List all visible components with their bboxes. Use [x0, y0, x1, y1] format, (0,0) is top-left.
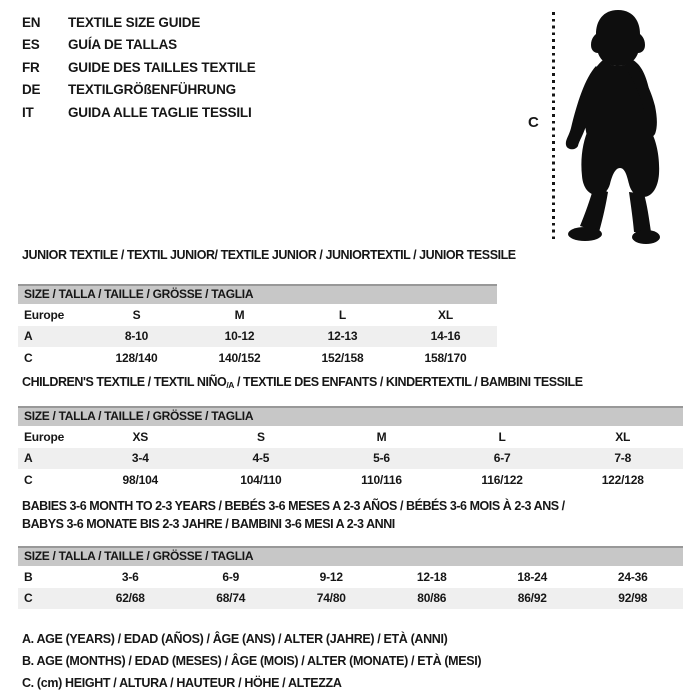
junior-table-title: JUNIOR TEXTILE / TEXTIL JUNIOR/ TEXTILE JUNIOR / JUNIORTEXTIL / JUNIOR TESSILE	[22, 248, 516, 262]
cell: 3-4	[131, 451, 149, 466]
lang-code: DE	[22, 82, 41, 98]
cell: XS	[132, 429, 149, 444]
table-row	[18, 304, 497, 326]
row-label: A	[24, 451, 33, 466]
height-measure-label: C	[528, 114, 539, 131]
row-label: Europe	[24, 429, 65, 444]
cell: XL	[615, 429, 631, 444]
table-row	[18, 448, 683, 470]
cell: 158/170	[424, 350, 467, 365]
cell: 9-12	[319, 569, 343, 584]
footnote-b: B. AGE (MONTHS) / EDAD (MESES) / ÂGE (MOIS) / ALTER (MONATE) / ETÀ (MESI)	[22, 654, 482, 668]
cell: 7-8	[614, 451, 632, 466]
cell: 74/80	[316, 591, 346, 606]
cell: 62/68	[115, 591, 145, 606]
lang-label: GUÍA DE TALLAS	[68, 37, 177, 53]
cell: 4-5	[252, 451, 270, 466]
lang-label: TEXTILGRÖßENFÜHRUNG	[68, 82, 236, 98]
babies-table-title	[22, 498, 565, 533]
cell: 3-6	[121, 569, 139, 584]
cell: L	[338, 307, 347, 322]
baby-silhouette-icon	[563, 8, 663, 245]
table-row	[18, 566, 683, 588]
size-header-bar: SIZE / TALLA / TAILLE / GRÖSSE / TAGLIA	[18, 284, 497, 304]
row-label: A	[24, 329, 33, 344]
babies-table	[18, 546, 683, 609]
lang-code: FR	[22, 59, 40, 75]
footnotes	[22, 628, 481, 694]
cell: 5-6	[373, 451, 390, 466]
table-row	[18, 326, 497, 348]
cell: 24-36	[617, 569, 648, 584]
title-subscript: /A	[226, 380, 234, 390]
row-label: C	[24, 591, 33, 606]
table-row	[18, 469, 683, 491]
cell: 12-18	[416, 569, 447, 584]
lang-row-es	[22, 34, 256, 56]
lang-label: GUIDA ALLE TAGLIE TESSILI	[68, 104, 252, 120]
cell: 14-16	[430, 329, 461, 344]
cell: 152/158	[321, 350, 364, 365]
row-label: B	[24, 569, 33, 584]
cell: 6-9	[222, 569, 240, 584]
cell: L	[498, 429, 506, 444]
lang-row-fr	[22, 57, 256, 79]
size-header-bar: SIZE / TALLA / TAILLE / GRÖSSE / TAGLIA	[18, 406, 683, 426]
table-row	[18, 588, 683, 610]
cell: 18-24	[517, 569, 548, 584]
cell: 10-12	[224, 329, 255, 344]
cell: 140/152	[218, 350, 261, 365]
cell: 12-13	[327, 329, 358, 344]
table-row	[18, 426, 683, 448]
cell: 80/86	[417, 591, 447, 606]
lang-label: GUIDE DES TAILLES TEXTILE	[68, 59, 256, 75]
footnote-a: A. AGE (YEARS) / EDAD (AÑOS) / ÂGE (ANS) / ALTER (JAHRE) / ETÀ (ANNI)	[22, 632, 448, 646]
cell: 110/116	[361, 472, 402, 487]
language-title-list	[22, 12, 256, 124]
children-table-title	[22, 375, 583, 390]
lang-row-de	[22, 79, 256, 101]
cell: 8-10	[124, 329, 149, 344]
lang-code: IT	[22, 104, 34, 120]
title-part: / TEXTILE DES ENFANTS / KINDERTEXTIL / BAMBINI TESSILE	[233, 375, 583, 389]
row-label: Europe	[24, 307, 65, 322]
table-row	[18, 347, 497, 369]
lang-row-it	[22, 102, 256, 124]
height-measure-line	[552, 12, 555, 243]
cell: 68/74	[216, 591, 246, 606]
lang-row-en	[22, 12, 256, 34]
children-table	[18, 406, 683, 491]
babies-title-line2: BABYS 3-6 MONATE BIS 2-3 JAHRE / BAMBINI 3-6 MESI A 2-3 ANNI	[22, 516, 395, 531]
lang-code: EN	[22, 15, 41, 30]
cell: 98/104	[122, 472, 159, 487]
babies-title-line1: BABIES 3-6 MONTH TO 2-3 YEARS / BEBÉS 3-6 MESES A 2-3 AÑOS / BÉBÉS 3-6 MOIS À 2-3 ANS /	[22, 499, 565, 513]
cell: 122/128	[601, 472, 644, 487]
cell: 104/110	[240, 472, 282, 487]
footnote-c: C. (cm) HEIGHT / ALTURA / HAUTEUR / HÖHE / ALTEZZA	[22, 676, 342, 690]
cell: S	[256, 429, 265, 444]
cell: 92/98	[618, 591, 648, 606]
lang-label: TEXTILE SIZE GUIDE	[68, 15, 201, 30]
cell: XL	[438, 307, 453, 322]
junior-table	[18, 284, 497, 369]
row-label: C	[24, 350, 33, 365]
cell: 128/140	[115, 350, 158, 365]
cell: M	[376, 429, 387, 444]
cell: 116/122	[481, 472, 523, 487]
cell: 86/92	[517, 591, 547, 606]
size-header-bar: SIZE / TALLA / TAILLE / GRÖSSE / TAGLIA	[18, 546, 683, 566]
cell: M	[234, 307, 245, 322]
cell: 6-7	[493, 451, 511, 466]
cell: S	[132, 307, 141, 322]
row-label: C	[24, 472, 33, 487]
title-part: CHILDREN'S TEXTILE / TEXTIL NIÑO	[22, 375, 227, 389]
lang-code: ES	[22, 37, 40, 53]
